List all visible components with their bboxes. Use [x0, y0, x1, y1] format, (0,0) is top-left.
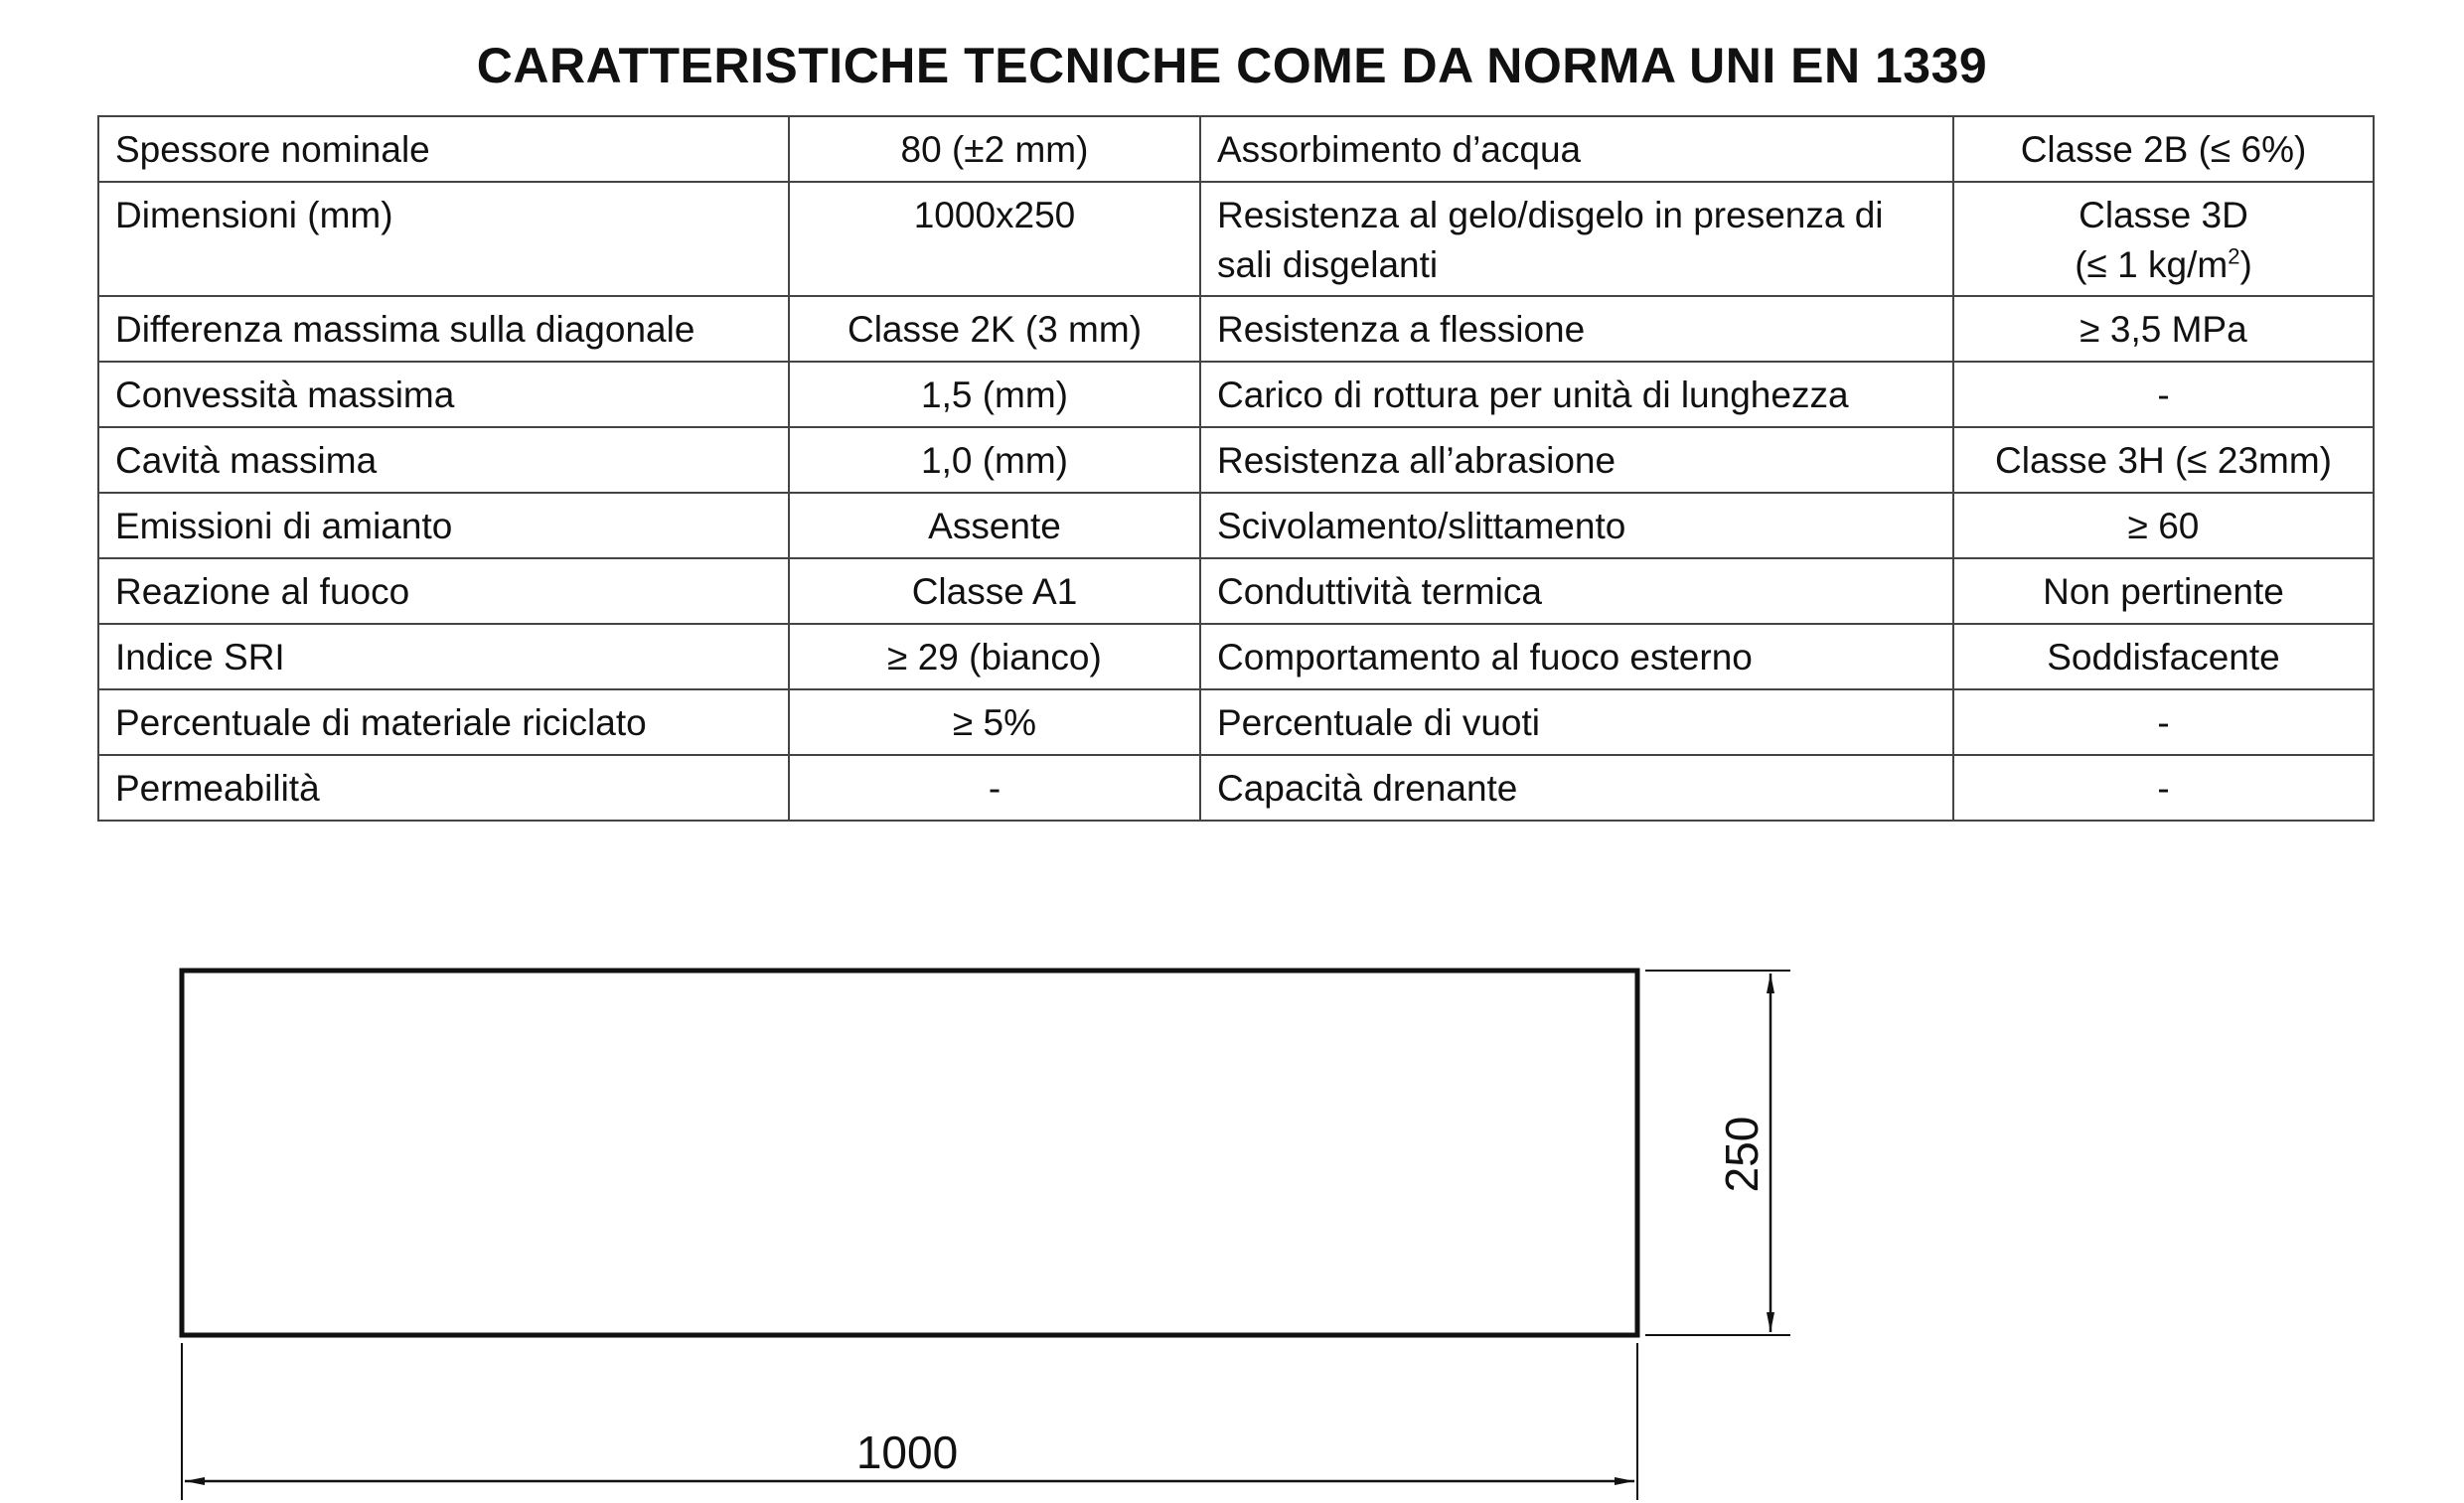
superscript: 2 — [2228, 243, 2240, 269]
width-dimension — [182, 1343, 1637, 1500]
spec-value: Classe A1 — [789, 558, 1200, 624]
spec-label: Resistenza all’abrasione — [1200, 427, 1953, 493]
spec-value: - — [1953, 755, 2374, 821]
spec-label: Resistenza a flessione — [1200, 296, 1953, 362]
spec-label: Dimensioni (mm) — [98, 182, 789, 296]
spec-value-text: ) — [2239, 244, 2252, 285]
height-dimension-label: 250 — [1716, 1116, 1768, 1193]
spec-value: ≥ 3,5 MPa — [1953, 296, 2374, 362]
spec-label: Conduttività termica — [1200, 558, 1953, 624]
paver-outline — [182, 971, 1637, 1335]
spec-label: Indice SRI — [98, 624, 789, 689]
spec-label: Convessità massima — [98, 362, 789, 427]
spec-label: Comportamento al fuoco esterno — [1200, 624, 1953, 689]
spec-label: Spessore nominale — [98, 116, 789, 182]
spec-value: Soddisfacente — [1953, 624, 2374, 689]
spec-label: Emissioni di amianto — [98, 493, 789, 558]
height-dimension — [1645, 971, 1790, 1335]
document-title: CARATTERISTICHE TECNICHE COME DA NORMA UNI EN 1339 — [476, 38, 1988, 93]
spec-label: Capacità drenante — [1200, 755, 1953, 821]
spec-label: Percentuale di materiale riciclato — [98, 689, 789, 755]
spec-value: 1000x250 — [789, 182, 1200, 296]
spec-value: ≥ 29 (bianco) — [789, 624, 1200, 689]
spec-label: Resistenza al gelo/disgelo in presenza di sali disgelanti — [1200, 182, 1953, 296]
spec-value: Classe 2B (≤ 6%) — [1953, 116, 2374, 182]
spec-value: Non pertinente — [1953, 558, 2374, 624]
spec-label: Scivolamento/slittamento — [1200, 493, 1953, 558]
spec-value-text: (≤ 1 kg/m — [2075, 244, 2229, 285]
width-dimension-label: 1000 — [855, 1427, 959, 1478]
spec-value: ≥ 60 — [1953, 493, 2374, 558]
spec-label: Assorbimento d’acqua — [1200, 116, 1953, 182]
spec-label: Carico di rottura per unità di lunghezza — [1200, 362, 1953, 427]
spec-label: Differenza massima sulla diagonale — [98, 296, 789, 362]
spec-value: - — [789, 755, 1200, 821]
spec-value: - — [1953, 362, 2374, 427]
spec-label: Percentuale di vuoti — [1200, 689, 1953, 755]
spec-value: 80 (±2 mm) — [789, 116, 1200, 182]
spec-value: Classe 3H (≤ 23mm) — [1953, 427, 2374, 493]
spec-value: Assente — [789, 493, 1200, 558]
spec-value: ≥ 5% — [789, 689, 1200, 755]
spec-label: Reazione al fuoco — [98, 558, 789, 624]
spec-value: Classe 2K (3 mm) — [789, 296, 1200, 362]
spec-value: 1,5 (mm) — [789, 362, 1200, 427]
spec-label: Cavità massima — [98, 427, 789, 493]
spec-label: Permeabilità — [98, 755, 789, 821]
spec-value: 1,0 (mm) — [789, 427, 1200, 493]
spec-value-line: Classe 3D — [2079, 195, 2248, 235]
spec-value: - — [1953, 689, 2374, 755]
